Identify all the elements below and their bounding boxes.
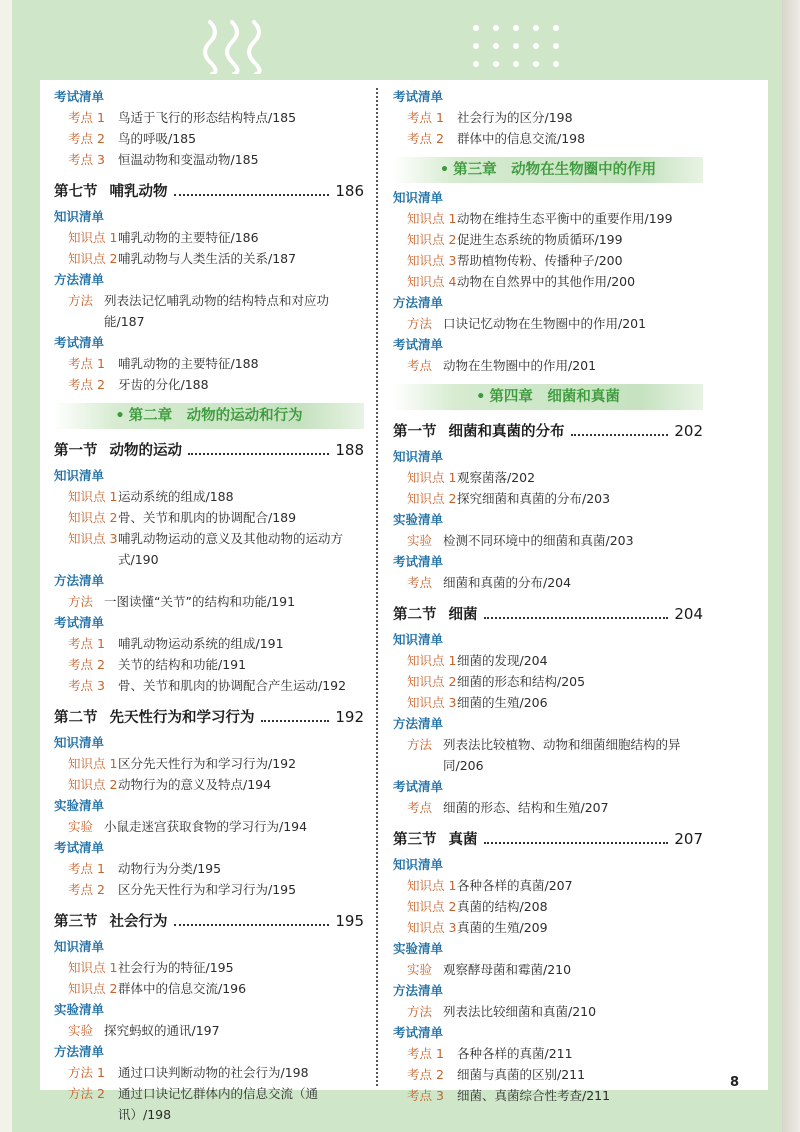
toc-entry[interactable] [54, 978, 364, 999]
section-label-method: 方法清单 [393, 983, 444, 998]
section-label-exam: 考试清单 [54, 840, 105, 855]
entry-text: 细菌的形态、结构和生殖/207 [443, 800, 609, 815]
section-number: 第二节 [393, 607, 437, 623]
entry-text: 社会行为的特征/195 [118, 960, 234, 975]
toc-entry[interactable] [393, 917, 703, 938]
entry-tag: 方法 [68, 594, 94, 609]
section-heading[interactable] [54, 906, 364, 936]
toc-entry[interactable] [393, 107, 703, 128]
entry-tag: 知识点 3 [407, 695, 457, 710]
entry-text: 促进生态系统的物质循环/199 [457, 232, 623, 247]
section-title: 哺乳动物 [109, 184, 168, 200]
entry-text: 鸟的呼吸/185 [118, 131, 197, 146]
entry-tag: 考点 2 [407, 131, 444, 146]
entry-text: 细菌与真菌的区别/211 [457, 1067, 586, 1082]
entry-tag: 实验 [68, 819, 94, 834]
bullet-icon: • [115, 408, 125, 424]
entry-tag: 考点 [407, 575, 433, 590]
section-page: 186 [335, 182, 364, 200]
toc-entry[interactable] [393, 671, 703, 692]
bullet-icon: • [439, 162, 450, 178]
section-number: 第一节 [54, 443, 98, 459]
entry-text: 观察酵母菌和霉菌/210 [443, 962, 572, 977]
entry-tag: 考点 [407, 800, 433, 815]
toc-entry[interactable] [54, 957, 364, 978]
section-title: 动物的运动 [109, 443, 182, 459]
toc-entry[interactable] [54, 128, 364, 149]
chapter-title: 第二章 动物的运动和行为 [128, 408, 303, 424]
section-number: 第七节 [54, 184, 98, 200]
entry-tag: 知识点 1 [68, 756, 118, 771]
entry-text: 通过口诀记忆群体内的信息交流（通讯）/198 [118, 1086, 319, 1122]
dot-leader [174, 908, 330, 926]
toc-entry[interactable] [54, 248, 364, 269]
entry-text: 动物行为的意义及特点/194 [118, 777, 272, 792]
section-page: 192 [335, 708, 364, 726]
entry-tag: 考点 1 [407, 110, 444, 125]
entry-tag: 知识点 1 [407, 470, 457, 485]
toc-entry[interactable] [393, 355, 703, 376]
section-number: 第一节 [393, 424, 437, 440]
entry-tag: 方法 1 [68, 1065, 105, 1080]
entry-text: 鸟适于飞行的形态结构特点/185 [118, 110, 297, 125]
entry-text: 区分先天性行为和学习行为/195 [118, 882, 297, 897]
entry-text: 各种各样的真菌/207 [457, 878, 573, 893]
entry-tag: 方法 [407, 1004, 433, 1019]
section-label-exam: 考试清单 [393, 89, 444, 104]
entry-tag: 知识点 2 [68, 981, 118, 996]
toc-entry[interactable] [393, 896, 703, 917]
entry-text: 一图读懂“关节”的结构和功能/191 [104, 594, 296, 609]
section-number: 第三节 [54, 914, 98, 930]
toc-entry[interactable] [393, 271, 703, 292]
entry-text: 区分先天性行为和学习行为/192 [118, 756, 297, 771]
toc-entry[interactable] [393, 959, 703, 980]
section-label-exam: 考试清单 [393, 779, 444, 794]
toc-entry[interactable] [54, 227, 364, 248]
toc-entry[interactable] [54, 816, 364, 837]
entry-text: 列表法比较细菌和真菌/210 [443, 1004, 597, 1019]
section-title: 社会行为 [109, 914, 168, 930]
toc-entry[interactable] [393, 208, 703, 229]
page-number: 8 [730, 1075, 740, 1090]
section-label-knowledge: 知识清单 [393, 632, 444, 647]
toc-entry[interactable] [54, 486, 364, 507]
dot-leader [174, 178, 330, 196]
toc-entry[interactable] [54, 507, 364, 528]
entry-text: 通过口诀判断动物的社会行为/198 [118, 1065, 309, 1080]
section-label-exam: 考试清单 [393, 554, 444, 569]
section-label-knowledge: 知识清单 [54, 209, 105, 224]
entry-tag: 考点 1 [68, 110, 105, 125]
toc-entry[interactable] [54, 374, 364, 395]
entry-tag: 考点 2 [68, 377, 105, 392]
section-title: 先天性行为和学习行为 [109, 710, 255, 726]
entry-text: 动物在生物圈中的作用/201 [443, 358, 597, 373]
toc-entry[interactable] [54, 290, 364, 332]
entry-text: 各种各样的真菌/211 [457, 1046, 573, 1061]
entry-tag: 考点 1 [68, 636, 105, 651]
entry-text: 运动系统的组成/188 [118, 489, 234, 504]
toc-entry[interactable] [54, 879, 364, 900]
entry-tag: 知识点 2 [407, 232, 457, 247]
entry-text: 探究蚂蚁的通讯/197 [104, 1023, 220, 1038]
entry-tag: 知识点 2 [68, 251, 118, 266]
entry-text: 哺乳动物运动系统的组成/191 [118, 636, 284, 651]
entry-tag: 方法 [407, 737, 433, 752]
toc-entry[interactable] [54, 528, 364, 570]
entry-text: 群体中的信息交流/196 [118, 981, 247, 996]
entry-text: 哺乳动物运动的意义及其他动物的运动方式/190 [118, 531, 344, 567]
section-label-exam: 考试清单 [393, 1025, 444, 1040]
entry-tag: 考点 2 [407, 1067, 444, 1082]
scan-edge [782, 0, 800, 1132]
entry-tag: 知识点 1 [68, 489, 118, 504]
toc-left-column [54, 86, 364, 1125]
toc-entry[interactable] [393, 797, 703, 818]
entry-tag: 考点 3 [407, 1088, 444, 1103]
section-label-method: 方法清单 [393, 716, 444, 731]
entry-tag: 知识点 2 [68, 777, 118, 792]
toc-entry[interactable] [54, 353, 364, 374]
entry-text: 哺乳动物与人类生活的关系/187 [118, 251, 297, 266]
toc-entry[interactable] [54, 1083, 364, 1125]
entry-tag: 实验 [407, 962, 433, 977]
section-label-knowledge: 知识清单 [54, 468, 105, 483]
section-title: 真菌 [448, 832, 478, 848]
toc-entry[interactable] [393, 1043, 703, 1064]
entry-tag: 实验 [407, 533, 433, 548]
entry-text: 牙齿的分化/188 [118, 377, 209, 392]
entry-tag: 知识点 2 [407, 674, 457, 689]
section-heading[interactable] [54, 435, 364, 465]
entry-tag: 知识点 2 [68, 510, 118, 525]
toc-entry[interactable] [393, 875, 703, 896]
toc-entry[interactable] [54, 633, 364, 654]
entry-text: 骨、关节和肌肉的协调配合/189 [118, 510, 297, 525]
entry-text: 细菌、真菌综合性考查/211 [457, 1088, 611, 1103]
entry-text: 恒温动物和变温动物/185 [118, 152, 259, 167]
column-divider [376, 88, 378, 1086]
toc-entry[interactable] [393, 572, 703, 593]
toc-entry[interactable] [54, 1062, 364, 1083]
toc-entry[interactable] [393, 313, 703, 334]
dot-pattern-decoration [470, 22, 570, 70]
toc-entry[interactable] [393, 467, 703, 488]
section-label-exam: 考试清单 [393, 337, 444, 352]
entry-text: 探究细菌和真菌的分布/203 [457, 491, 611, 506]
entry-text: 列表法记忆哺乳动物的结构特点和对应功能/187 [104, 293, 330, 329]
entry-text: 细菌的形态和结构/205 [457, 674, 586, 689]
entry-tag: 知识点 3 [407, 920, 457, 935]
entry-text: 列表法比较植物、动物和细菌细胞结构的异同/206 [443, 737, 681, 773]
entry-tag: 考点 2 [68, 131, 105, 146]
entry-tag: 考点 1 [68, 861, 105, 876]
section-label-experiment: 实验清单 [393, 512, 444, 527]
dot-leader [261, 704, 330, 722]
entry-tag: 考点 2 [68, 882, 105, 897]
entry-tag: 知识点 2 [407, 899, 457, 914]
section-heading[interactable] [393, 599, 703, 629]
entry-text: 细菌的生殖/206 [457, 695, 548, 710]
bullet-icon: • [476, 389, 486, 405]
section-heading[interactable] [54, 702, 364, 732]
section-heading[interactable] [54, 176, 364, 206]
section-title: 细菌和真菌的分布 [448, 424, 565, 440]
toc-entry[interactable] [54, 1020, 364, 1041]
section-label-method: 方法清单 [54, 272, 105, 287]
entry-text: 小鼠走迷宫获取食物的学习行为/194 [104, 819, 308, 834]
section-page: 207 [674, 830, 703, 848]
section-label-exam: 考试清单 [54, 615, 105, 630]
entry-tag: 知识点 4 [407, 274, 457, 289]
entry-text: 群体中的信息交流/198 [457, 131, 586, 146]
entry-tag: 方法 [407, 316, 433, 331]
chapter-banner[interactable] [393, 157, 703, 183]
section-label-knowledge: 知识清单 [393, 449, 444, 464]
dot-leader [188, 437, 329, 455]
entry-text: 口诀记忆动物在生物圈中的作用/201 [443, 316, 647, 331]
toc-entry[interactable] [393, 1001, 703, 1022]
entry-text: 哺乳动物的主要特征/188 [118, 356, 259, 371]
toc-right-column [393, 86, 703, 1106]
toc-entry[interactable] [393, 229, 703, 250]
toc-entry[interactable] [54, 858, 364, 879]
entry-tag: 知识点 1 [68, 230, 118, 245]
toc-entry[interactable] [54, 753, 364, 774]
toc-entry[interactable] [393, 692, 703, 713]
entry-tag: 方法 2 [68, 1086, 105, 1101]
entry-tag: 考点 2 [68, 657, 105, 672]
toc-entry[interactable] [393, 734, 703, 776]
entry-text: 帮助植物传粉、传播种子/200 [457, 253, 623, 268]
chapter-title: 第三章 动物在生物圈中的作用 [453, 162, 657, 178]
entry-tag: 实验 [68, 1023, 94, 1038]
entry-text: 骨、关节和肌肉的协调配合产生运动/192 [118, 678, 347, 693]
section-label-knowledge: 知识清单 [54, 735, 105, 750]
entry-tag: 知识点 1 [68, 960, 118, 975]
entry-text: 关节的结构和功能/191 [118, 657, 247, 672]
section-label-experiment: 实验清单 [54, 798, 105, 813]
section-page: 188 [335, 441, 364, 459]
entry-tag: 考点 3 [68, 678, 105, 693]
entry-tag: 知识点 1 [407, 653, 457, 668]
toc-entry[interactable] [54, 149, 364, 170]
entry-text: 动物行为分类/195 [118, 861, 222, 876]
section-number: 第三节 [393, 832, 437, 848]
entry-tag: 考点 3 [68, 152, 105, 167]
chapter-banner[interactable] [393, 384, 703, 410]
toc-entry[interactable] [54, 591, 364, 612]
toc-entry[interactable] [393, 128, 703, 149]
toc-entry[interactable] [54, 654, 364, 675]
chapter-banner[interactable] [54, 403, 364, 429]
section-label-exam: 考试清单 [54, 335, 105, 350]
entry-text: 检测不同环境中的细菌和真菌/203 [443, 533, 634, 548]
entry-text: 细菌和真菌的分布/204 [443, 575, 572, 590]
section-page: 204 [674, 605, 703, 623]
toc-entry[interactable] [54, 107, 364, 128]
toc-entry[interactable] [393, 650, 703, 671]
section-label-experiment: 实验清单 [393, 941, 444, 956]
section-label-knowledge: 知识清单 [393, 190, 444, 205]
entry-tag: 考点 [407, 358, 433, 373]
entry-text: 细菌的发现/204 [457, 653, 548, 668]
entry-text: 真菌的生殖/209 [457, 920, 548, 935]
toc-entry[interactable] [393, 1064, 703, 1085]
dot-leader [484, 826, 669, 844]
entry-text: 动物在自然界中的其他作用/200 [457, 274, 636, 289]
entry-tag: 知识点 1 [407, 878, 457, 893]
toc-entry[interactable] [393, 1085, 703, 1106]
chapter-title: 第四章 细菌和真菌 [489, 389, 620, 405]
section-label-exam: 考试清单 [54, 89, 105, 104]
section-label-method: 方法清单 [54, 573, 105, 588]
dot-leader [484, 601, 669, 619]
toc-entry[interactable] [393, 530, 703, 551]
toc-entry[interactable] [54, 675, 364, 696]
entry-tag: 考点 1 [407, 1046, 444, 1061]
entry-text: 真菌的结构/208 [457, 899, 548, 914]
section-label-knowledge: 知识清单 [393, 857, 444, 872]
section-label-knowledge: 知识清单 [54, 939, 105, 954]
section-heading[interactable] [393, 824, 703, 854]
section-page: 195 [335, 912, 364, 930]
entry-tag: 知识点 2 [407, 491, 457, 506]
section-label-experiment: 实验清单 [54, 1002, 105, 1017]
entry-text: 观察菌落/202 [457, 470, 536, 485]
entry-text: 动物在维持生态平衡中的重要作用/199 [457, 211, 673, 226]
toc-entry[interactable] [393, 488, 703, 509]
entry-tag: 考点 1 [68, 356, 105, 371]
dot-leader [571, 418, 669, 436]
section-heading[interactable] [393, 416, 703, 446]
section-label-method: 方法清单 [54, 1044, 105, 1059]
section-label-method: 方法清单 [393, 295, 444, 310]
entry-text: 哺乳动物的主要特征/186 [118, 230, 259, 245]
section-title: 细菌 [448, 607, 478, 623]
toc-entry[interactable] [393, 250, 703, 271]
entry-tag: 知识点 3 [407, 253, 457, 268]
section-page: 202 [674, 422, 703, 440]
entry-tag: 方法 [68, 293, 94, 308]
wave-decoration [200, 18, 280, 74]
section-number: 第二节 [54, 710, 98, 726]
toc-entry[interactable] [54, 774, 364, 795]
entry-text: 社会行为的区分/198 [457, 110, 573, 125]
entry-tag: 知识点 3 [68, 531, 118, 546]
entry-tag: 知识点 1 [407, 211, 457, 226]
